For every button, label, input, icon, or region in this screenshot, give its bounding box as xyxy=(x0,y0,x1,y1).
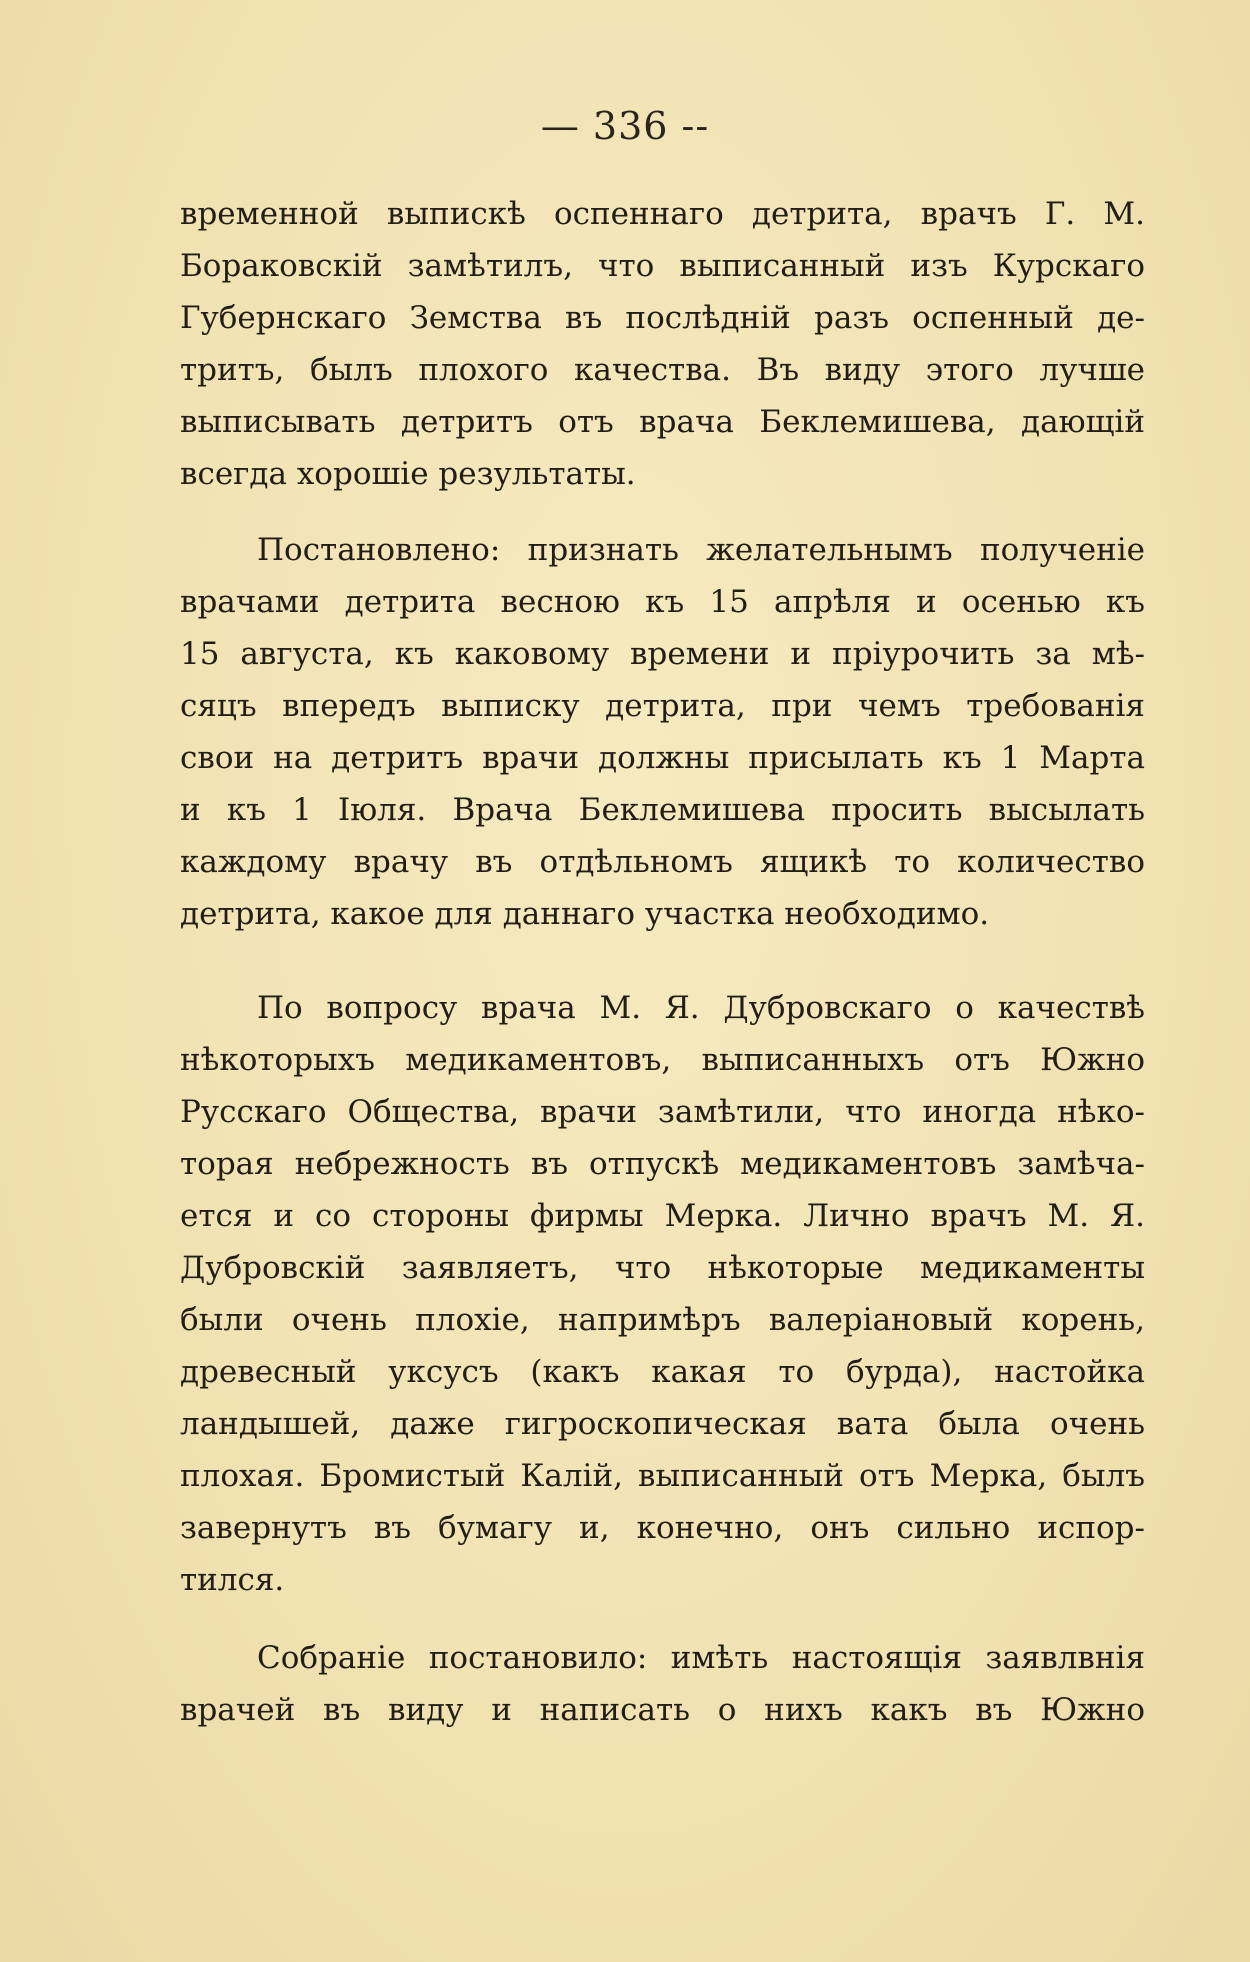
text-line: Собраніе постановило: имѣть настоящія заявлвнія xyxy=(257,1640,1145,1676)
page-number: — 336 -- xyxy=(540,104,710,148)
text-line: врачей въ виду и написать о нихъ какъ въ Южно xyxy=(180,1692,1145,1728)
text-line: плохая. Бромистый Калій, выписанный отъ Мерка, былъ xyxy=(180,1458,1145,1494)
text-line: каждому врачу въ отдѣльномъ ящикѣ то количество xyxy=(180,844,1145,880)
text-line: завернутъ въ бумагу и, конечно, онъ сильно испор- xyxy=(180,1510,1145,1546)
paragraph-1 xyxy=(180,188,1145,500)
text-line: тритъ, былъ плохого качества. Въ виду этого лучше xyxy=(180,352,1145,388)
text-line: и къ 1 Іюля. Врача Беклемишева просить высылать xyxy=(180,792,1145,828)
text-line: тился. xyxy=(180,1562,285,1598)
text-line: По вопросу врача М. Я. Дубровскаго о качествѣ xyxy=(257,990,1145,1026)
text-line: детрита, какое для даннаго участка необходимо. xyxy=(180,896,990,932)
text-line: сяцъ впередъ выписку детрита, при чемъ требованія xyxy=(180,688,1145,724)
text-line: древесный уксусъ (какъ какая то бурда), настойка xyxy=(180,1354,1145,1390)
text-line: всегда хорошіе результаты. xyxy=(180,456,636,492)
text-line: Дубровскій заявляетъ, что нѣкоторые медикаменты xyxy=(180,1250,1145,1286)
text-line: свои на детритъ врачи должны присылать къ 1 Марта xyxy=(180,740,1145,776)
text-line: Русскаго Общества, врачи замѣтили, что иногда нѣко- xyxy=(180,1094,1145,1130)
text-line: Губернскаго Земства въ послѣдній разъ оспенный де- xyxy=(180,300,1145,336)
text-line: врачами детрита весною къ 15 апрѣля и осенью къ xyxy=(180,584,1145,620)
text-line: Постановлено: признать желательнымъ полученіе xyxy=(257,532,1145,568)
paragraph-3 xyxy=(180,982,1145,1606)
text-line: выписывать детритъ отъ врача Беклемишева, дающій xyxy=(180,404,1145,440)
text-line: временной выпискѣ оспеннаго детрита, врачъ Г. М. xyxy=(180,196,1145,232)
text-line: 15 августа, къ каковому времени и пріурочить за мѣ- xyxy=(180,636,1145,672)
text-line: нѣкоторыхъ медикаментовъ, выписанныхъ отъ Южно xyxy=(180,1042,1145,1078)
text-line: ется и со стороны фирмы Мерка. Лично врачъ М. Я. xyxy=(180,1198,1145,1234)
text-line: ландышей, даже гигроскопическая вата была очень xyxy=(180,1406,1145,1442)
paragraph-4 xyxy=(180,1632,1145,1736)
paragraph-2 xyxy=(180,524,1145,940)
text-line: были очень плохіе, напримѣръ валеріановый корень, xyxy=(180,1302,1145,1338)
text-line: торая небрежность въ отпускѣ медикаментовъ замѣча- xyxy=(180,1146,1145,1182)
text-line: Бораковскій замѣтилъ, что выписанный изъ Курскаго xyxy=(180,248,1145,284)
